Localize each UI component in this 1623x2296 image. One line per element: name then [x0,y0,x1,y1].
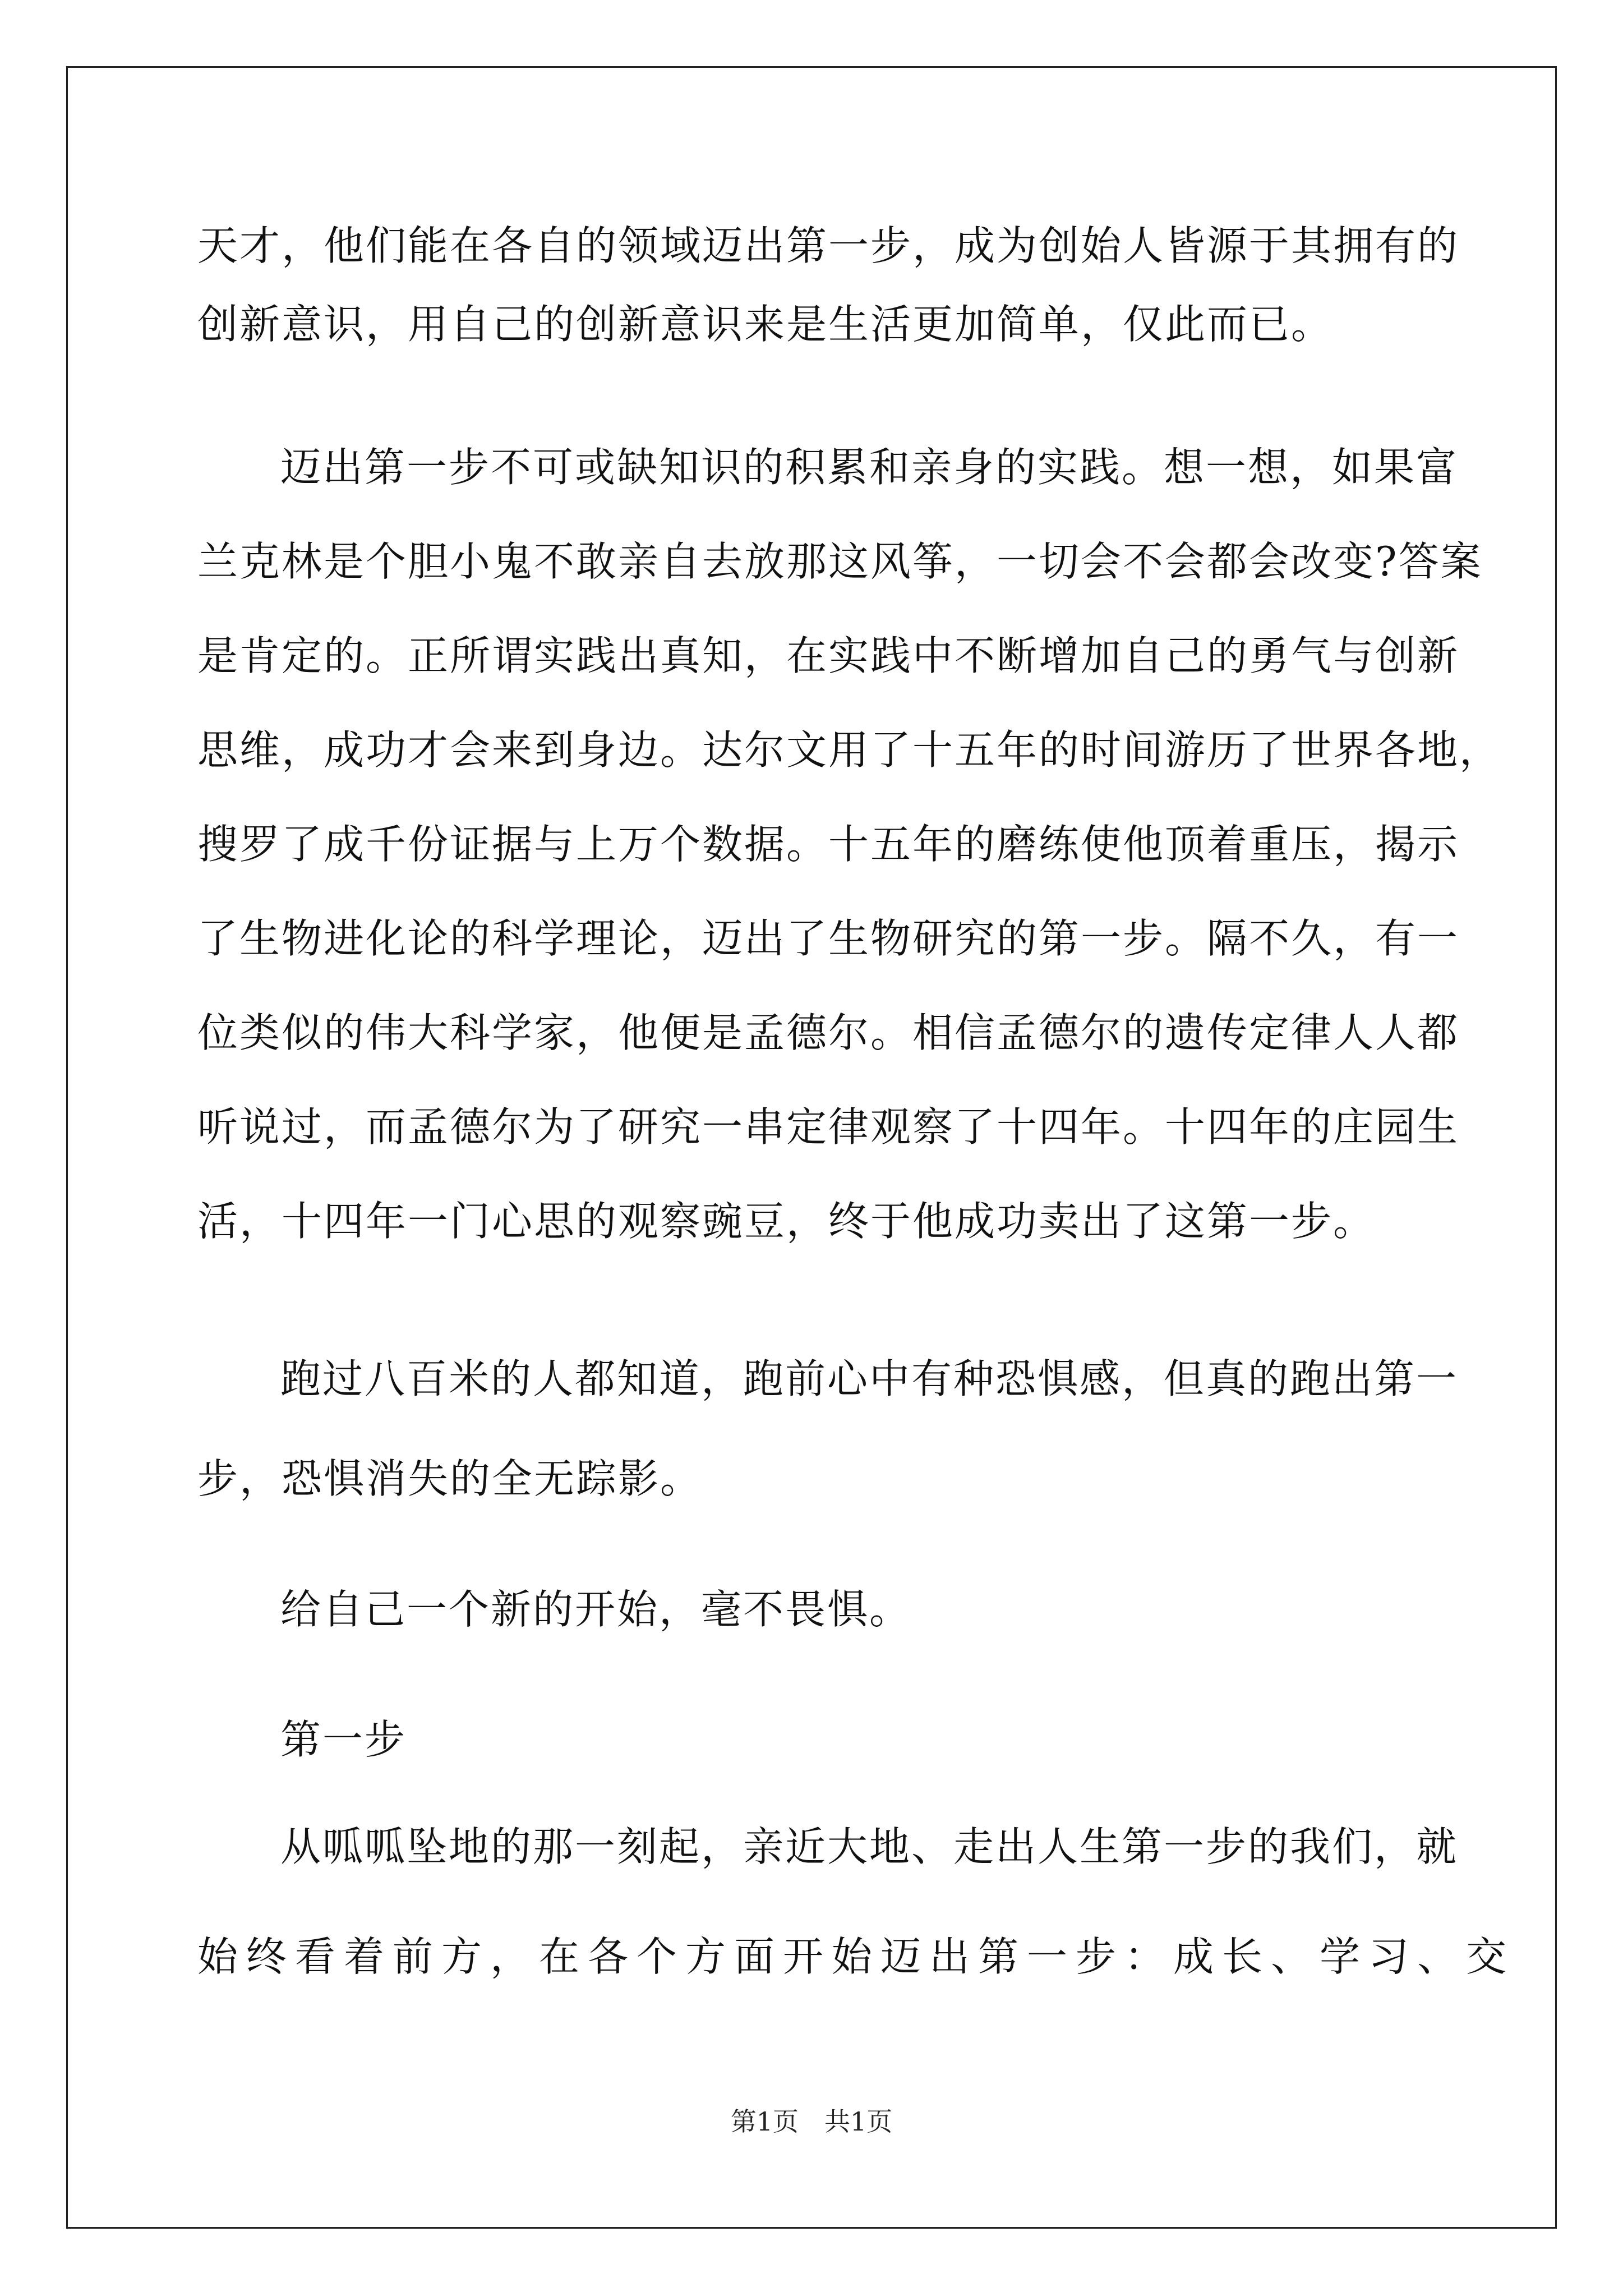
text-line: 从呱呱坠地的那一刻起，亲近大地、走出人生第一步的我们，就 [280,1823,1459,1870]
text-line: 是肯定的。正所谓实践出真知，在实践中不断增加自己的勇气与创新 [197,632,1460,679]
text-line: 搜罗了成千份证据与上万个数据。十五年的磨练使他顶着重压，揭示 [197,821,1460,868]
text-line: 始终看着前方，在各个方面开始迈出第一步：成长、学习、交 [197,1933,1515,1980]
text-line: 天才，他们能在各自的领域迈出第一步，成为创始人皆源于其拥有的 [197,222,1460,269]
text-line: 了生物进化论的科学理论，迈出了生物研究的第一步。隔不久，有一 [197,915,1460,962]
text-line: 创新意识，用自己的创新意识来是生活更加简单，仅此而已。 [197,301,1334,348]
text-line: 跑过八百米的人都知道，跑前心中有种恐惧感，但真的跑出第一 [280,1355,1459,1402]
text-line: 步，恐惧消失的全无踪影。 [197,1455,703,1502]
text-line: 位类似的伟大科学家，他便是孟德尔。相信孟德尔的遗传定律人人都 [197,1009,1460,1056]
text-line: 迈出第一步不可或缺知识的积累和亲身的实践。想一想，如果富 [280,444,1459,491]
text-line: 第一步 [280,1716,407,1763]
text-line: 兰克林是个胆小鬼不敢亲自去放那这风筝，一切会不会都会改变?答案 [197,538,1483,585]
text-line: 思维，成功才会来到身边。达尔文用了十五年的时间游历了世界各地， [197,726,1502,774]
text-line: 给自己一个新的开始，毫不畏惧。 [280,1586,912,1633]
text-line: 听说过，而孟德尔为了研究一串定律观察了十四年。十四年的庄园生 [197,1103,1460,1151]
text-line: 活，十四年一门心思的观察豌豆，终于他成功卖出了这第一步。 [197,1198,1376,1245]
page-footer: 第1页 共1页 [730,2106,893,2137]
